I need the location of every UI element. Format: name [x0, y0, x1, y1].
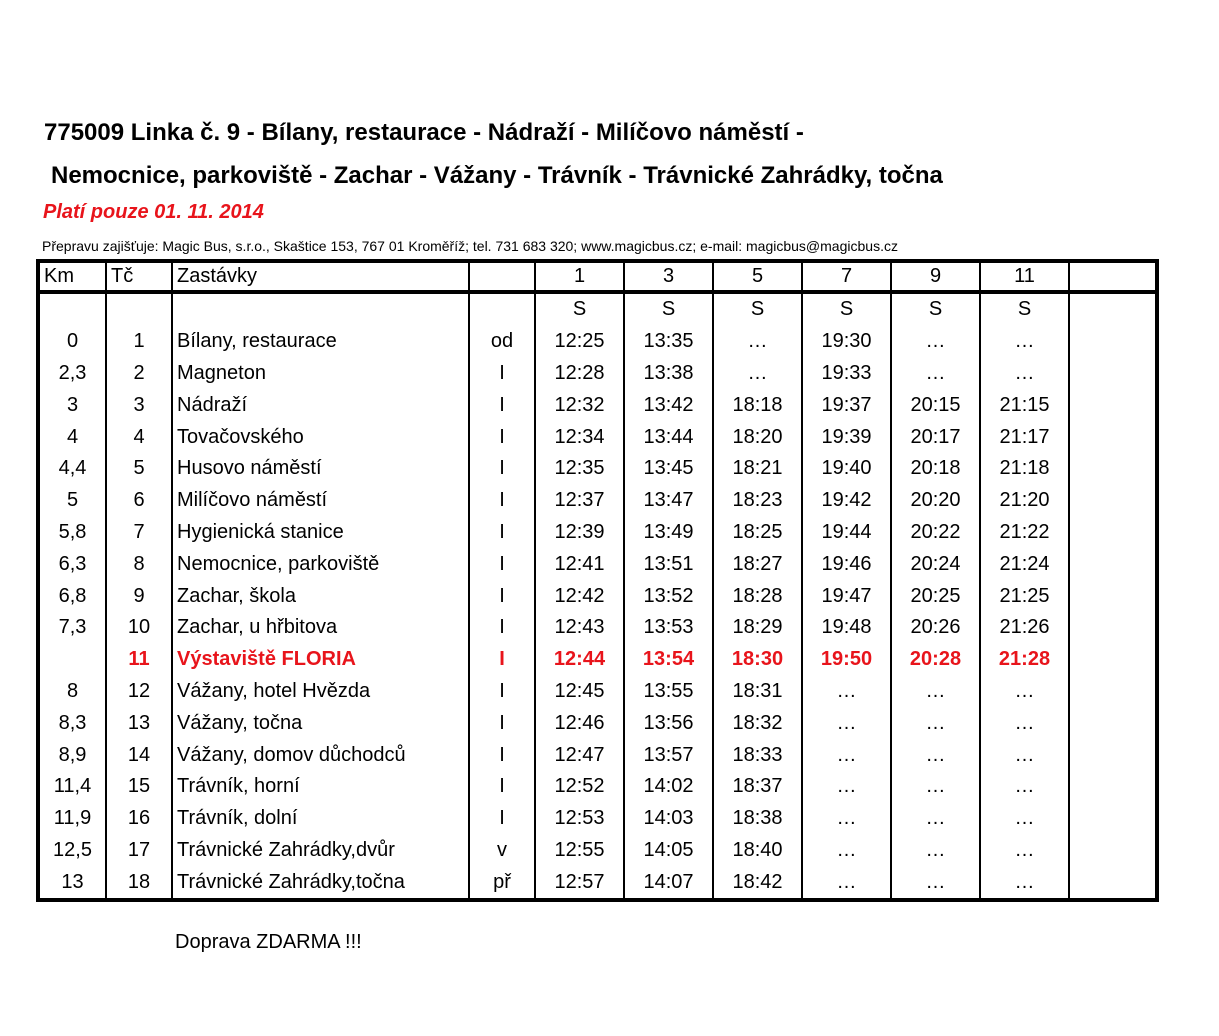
departure-time-cell: 18:25 — [713, 517, 802, 549]
departure-time-cell: 13:54 — [624, 644, 713, 676]
departure-time-cell: … — [980, 676, 1069, 708]
extra-cell — [1069, 421, 1157, 453]
departure-time-cell: 18:27 — [713, 548, 802, 580]
departure-time-cell: 12:47 — [535, 739, 624, 771]
departure-time-cell: 19:39 — [802, 421, 891, 453]
operator-info: Přepravu zajišťuje: Magic Bus, s.r.o., Skaštice 153, 767 01 Kroměříž; tel. 731 683 320; www.magicbus.cz; e-mail: magicbus@magicbus.cz — [42, 238, 898, 254]
departure-time-cell: … — [802, 866, 891, 900]
departure-time-cell: 21:18 — [980, 453, 1069, 485]
table-row — [38, 866, 1157, 900]
stop-flag-cell: I — [469, 517, 535, 549]
table-row — [38, 453, 1157, 485]
departure-time-cell: 13:51 — [624, 548, 713, 580]
stop-flag-cell: I — [469, 644, 535, 676]
stop-number-cell: 8 — [106, 548, 172, 580]
departure-time-cell: 12:42 — [535, 580, 624, 612]
extra-cell — [1069, 803, 1157, 835]
km-cell: 6,8 — [38, 580, 106, 612]
header-flag — [469, 261, 535, 292]
departure-time-cell: 21:20 — [980, 485, 1069, 517]
departure-time-cell: … — [891, 866, 980, 900]
departure-time-cell: 12:39 — [535, 517, 624, 549]
departure-time-cell: … — [891, 326, 980, 358]
km-cell: 13 — [38, 866, 106, 900]
departure-time-cell: 12:53 — [535, 803, 624, 835]
stop-name-cell: Husovo náměstí — [172, 453, 469, 485]
header-trip: 1 — [535, 261, 624, 292]
departure-time-cell: … — [802, 707, 891, 739]
departure-time-cell: 12:45 — [535, 676, 624, 708]
stop-number-cell: 17 — [106, 835, 172, 867]
stop-number-cell: 6 — [106, 485, 172, 517]
km-cell: 12,5 — [38, 835, 106, 867]
departure-time-cell: 13:42 — [624, 389, 713, 421]
km-cell: 6,3 — [38, 548, 106, 580]
departure-time-cell: 13:47 — [624, 485, 713, 517]
departure-time-cell: 21:24 — [980, 548, 1069, 580]
departure-time-cell: 21:15 — [980, 389, 1069, 421]
stop-flag-cell: I — [469, 421, 535, 453]
table-row — [38, 739, 1157, 771]
day-code-spacer — [106, 292, 172, 326]
departure-time-cell: 20:26 — [891, 612, 980, 644]
departure-time-cell: 12:55 — [535, 835, 624, 867]
stop-number-cell: 12 — [106, 676, 172, 708]
day-code-spacer — [1069, 292, 1157, 326]
stop-name-cell: Vážany, točna — [172, 707, 469, 739]
departure-time-cell: 18:32 — [713, 707, 802, 739]
stop-name-cell: Výstaviště FLORIA — [172, 644, 469, 676]
departure-time-cell: 18:21 — [713, 453, 802, 485]
departure-time-cell: 20:20 — [891, 485, 980, 517]
departure-time-cell: 20:22 — [891, 517, 980, 549]
stop-flag-cell: I — [469, 358, 535, 390]
stop-flag-cell: I — [469, 707, 535, 739]
departure-time-cell: … — [980, 803, 1069, 835]
departure-time-cell: 21:22 — [980, 517, 1069, 549]
departure-time-cell: 18:23 — [713, 485, 802, 517]
stop-flag-cell: I — [469, 803, 535, 835]
stop-flag-cell: I — [469, 485, 535, 517]
departure-time-cell: 12:34 — [535, 421, 624, 453]
table-row — [38, 389, 1157, 421]
header-trip: 9 — [891, 261, 980, 292]
departure-time-cell: 19:40 — [802, 453, 891, 485]
km-cell — [38, 644, 106, 676]
departure-time-cell: 21:28 — [980, 644, 1069, 676]
stop-name-cell: Magneton — [172, 358, 469, 390]
header-extra — [1069, 261, 1157, 292]
departure-time-cell: 19:42 — [802, 485, 891, 517]
km-cell: 0 — [38, 326, 106, 358]
table-row — [38, 517, 1157, 549]
departure-time-cell: 21:25 — [980, 580, 1069, 612]
departure-time-cell: 20:24 — [891, 548, 980, 580]
departure-time-cell: 20:15 — [891, 389, 980, 421]
day-code: S — [802, 292, 891, 326]
departure-time-cell: 19:47 — [802, 580, 891, 612]
header-tc: Tč — [106, 261, 172, 292]
km-cell: 5,8 — [38, 517, 106, 549]
departure-time-cell: … — [713, 326, 802, 358]
stop-number-cell: 13 — [106, 707, 172, 739]
extra-cell — [1069, 453, 1157, 485]
header-trip: 7 — [802, 261, 891, 292]
departure-time-cell: 13:52 — [624, 580, 713, 612]
departure-time-cell: 20:25 — [891, 580, 980, 612]
day-code-row — [38, 292, 1157, 326]
departure-time-cell: 18:31 — [713, 676, 802, 708]
stop-name-cell: Trávnické Zahrádky,točna — [172, 866, 469, 900]
extra-cell — [1069, 771, 1157, 803]
stop-name-cell: Nemocnice, parkoviště — [172, 548, 469, 580]
day-code: S — [624, 292, 713, 326]
departure-time-cell: … — [980, 835, 1069, 867]
departure-time-cell: 19:30 — [802, 326, 891, 358]
departure-time-cell: 13:44 — [624, 421, 713, 453]
departure-time-cell: 18:42 — [713, 866, 802, 900]
stop-flag-cell: I — [469, 389, 535, 421]
km-cell: 2,3 — [38, 358, 106, 390]
validity-notice: Platí pouze 01. 11. 2014 — [43, 201, 264, 223]
departure-time-cell: … — [802, 676, 891, 708]
day-code-spacer — [172, 292, 469, 326]
departure-time-cell: … — [802, 739, 891, 771]
departure-time-cell: 13:55 — [624, 676, 713, 708]
departure-time-cell: 12:43 — [535, 612, 624, 644]
stop-number-cell: 15 — [106, 771, 172, 803]
departure-time-cell: 21:26 — [980, 612, 1069, 644]
departure-time-cell: 19:46 — [802, 548, 891, 580]
extra-cell — [1069, 707, 1157, 739]
stop-name-cell: Vážany, domov důchodců — [172, 739, 469, 771]
departure-time-cell: … — [891, 707, 980, 739]
timetable-title-line2: Nemocnice, parkoviště - Zachar - Vážany - Trávník - Trávnické Zahrádky, točna — [51, 162, 943, 189]
departure-time-cell: 13:56 — [624, 707, 713, 739]
stop-flag-cell: I — [469, 771, 535, 803]
stop-flag-cell: I — [469, 612, 535, 644]
stop-name-cell: Hygienická stanice — [172, 517, 469, 549]
stop-flag-cell: I — [469, 453, 535, 485]
departure-time-cell: 13:57 — [624, 739, 713, 771]
header-trip: 11 — [980, 261, 1069, 292]
departure-time-cell: 12:37 — [535, 485, 624, 517]
stop-name-cell: Nádraží — [172, 389, 469, 421]
departure-time-cell: 19:50 — [802, 644, 891, 676]
table-row — [38, 326, 1157, 358]
stop-flag-cell: v — [469, 835, 535, 867]
stop-number-cell: 7 — [106, 517, 172, 549]
km-cell: 11,4 — [38, 771, 106, 803]
departure-time-cell: 19:48 — [802, 612, 891, 644]
departure-time-cell: … — [891, 739, 980, 771]
departure-time-cell: 12:44 — [535, 644, 624, 676]
departure-time-cell: 12:46 — [535, 707, 624, 739]
stop-number-cell: 1 — [106, 326, 172, 358]
departure-time-cell: … — [891, 803, 980, 835]
departure-time-cell: 13:38 — [624, 358, 713, 390]
stop-number-cell: 3 — [106, 389, 172, 421]
table-row — [38, 835, 1157, 867]
departure-time-cell: 19:33 — [802, 358, 891, 390]
extra-cell — [1069, 676, 1157, 708]
table-row — [38, 644, 1157, 676]
extra-cell — [1069, 548, 1157, 580]
departure-time-cell: 14:05 — [624, 835, 713, 867]
departure-time-cell: 13:35 — [624, 326, 713, 358]
day-code: S — [713, 292, 802, 326]
stop-number-cell: 4 — [106, 421, 172, 453]
km-cell: 7,3 — [38, 612, 106, 644]
departure-time-cell: … — [980, 326, 1069, 358]
stop-number-cell: 2 — [106, 358, 172, 390]
table-row — [38, 358, 1157, 390]
departure-time-cell: 18:33 — [713, 739, 802, 771]
stop-flag-cell: I — [469, 739, 535, 771]
departure-time-cell: 12:25 — [535, 326, 624, 358]
km-cell: 4,4 — [38, 453, 106, 485]
header-trip: 3 — [624, 261, 713, 292]
extra-cell — [1069, 389, 1157, 421]
stop-name-cell: Tovačovského — [172, 421, 469, 453]
km-cell: 11,9 — [38, 803, 106, 835]
departure-time-cell: 12:41 — [535, 548, 624, 580]
free-transport-note: Doprava ZDARMA !!! — [175, 931, 362, 953]
extra-cell — [1069, 866, 1157, 900]
km-cell: 8,9 — [38, 739, 106, 771]
departure-time-cell: 20:18 — [891, 453, 980, 485]
departure-time-cell: 12:35 — [535, 453, 624, 485]
departure-time-cell: … — [891, 835, 980, 867]
departure-time-cell: … — [980, 707, 1069, 739]
departure-time-cell: … — [802, 771, 891, 803]
extra-cell — [1069, 580, 1157, 612]
departure-time-cell: 13:45 — [624, 453, 713, 485]
departure-time-cell: 14:07 — [624, 866, 713, 900]
departure-time-cell: 18:28 — [713, 580, 802, 612]
departure-time-cell: … — [713, 358, 802, 390]
km-cell: 4 — [38, 421, 106, 453]
departure-time-cell: 18:18 — [713, 389, 802, 421]
departure-time-cell: 18:40 — [713, 835, 802, 867]
stop-number-cell: 18 — [106, 866, 172, 900]
stop-number-cell: 16 — [106, 803, 172, 835]
extra-cell — [1069, 326, 1157, 358]
extra-cell — [1069, 517, 1157, 549]
departure-time-cell: 13:53 — [624, 612, 713, 644]
departure-time-cell: … — [802, 803, 891, 835]
stop-name-cell: Trávník, horní — [172, 771, 469, 803]
table-row — [38, 612, 1157, 644]
stop-name-cell: Milíčovo náměstí — [172, 485, 469, 517]
table-row — [38, 580, 1157, 612]
departure-time-cell: 18:29 — [713, 612, 802, 644]
km-cell: 5 — [38, 485, 106, 517]
departure-time-cell: 20:17 — [891, 421, 980, 453]
departure-time-cell: 18:30 — [713, 644, 802, 676]
day-code: S — [980, 292, 1069, 326]
stop-name-cell: Vážany, hotel Hvězda — [172, 676, 469, 708]
stop-flag-cell: I — [469, 580, 535, 612]
departure-time-cell: 21:17 — [980, 421, 1069, 453]
header-trip: 5 — [713, 261, 802, 292]
departure-time-cell: 12:32 — [535, 389, 624, 421]
departure-time-cell: … — [980, 771, 1069, 803]
stop-name-cell: Bílany, restaurace — [172, 326, 469, 358]
stop-flag-cell: I — [469, 676, 535, 708]
day-code: S — [891, 292, 980, 326]
stop-name-cell: Zachar, škola — [172, 580, 469, 612]
departure-time-cell: 14:02 — [624, 771, 713, 803]
extra-cell — [1069, 835, 1157, 867]
extra-cell — [1069, 612, 1157, 644]
departure-time-cell: 19:44 — [802, 517, 891, 549]
header-stops: Zastávky — [172, 261, 469, 292]
km-cell: 8 — [38, 676, 106, 708]
departure-time-cell: 12:57 — [535, 866, 624, 900]
stop-name-cell: Trávnické Zahrádky,dvůr — [172, 835, 469, 867]
table-row — [38, 771, 1157, 803]
departure-time-cell: … — [980, 866, 1069, 900]
km-cell: 8,3 — [38, 707, 106, 739]
header-km: Km — [38, 261, 106, 292]
departure-time-cell: … — [891, 676, 980, 708]
departure-time-cell: 18:37 — [713, 771, 802, 803]
day-code-spacer — [469, 292, 535, 326]
extra-cell — [1069, 644, 1157, 676]
table-row — [38, 803, 1157, 835]
departure-time-cell: … — [891, 771, 980, 803]
timetable-title-line1: 775009 Linka č. 9 - Bílany, restaurace - Nádraží - Milíčovo náměstí - — [44, 119, 804, 146]
stop-number-cell: 14 — [106, 739, 172, 771]
departure-time-cell: 18:38 — [713, 803, 802, 835]
table-row — [38, 548, 1157, 580]
km-cell: 3 — [38, 389, 106, 421]
day-code: S — [535, 292, 624, 326]
table-row — [38, 421, 1157, 453]
departure-time-cell: 20:28 — [891, 644, 980, 676]
departure-time-cell: … — [802, 835, 891, 867]
stop-number-cell: 9 — [106, 580, 172, 612]
day-code-spacer — [38, 292, 106, 326]
stop-number-cell: 11 — [106, 644, 172, 676]
departure-time-cell: 12:52 — [535, 771, 624, 803]
stop-name-cell: Zachar, u hřbitova — [172, 612, 469, 644]
table-row — [38, 485, 1157, 517]
table-header-row — [38, 261, 1157, 292]
departure-time-cell: 13:49 — [624, 517, 713, 549]
extra-cell — [1069, 358, 1157, 390]
extra-cell — [1069, 485, 1157, 517]
departure-time-cell: … — [980, 358, 1069, 390]
departure-time-cell: … — [891, 358, 980, 390]
departure-time-cell: 18:20 — [713, 421, 802, 453]
stop-number-cell: 10 — [106, 612, 172, 644]
departure-time-cell: 19:37 — [802, 389, 891, 421]
stop-flag-cell: př — [469, 866, 535, 900]
departure-time-cell: 14:03 — [624, 803, 713, 835]
timetable — [36, 259, 1159, 902]
stop-flag-cell: od — [469, 326, 535, 358]
extra-cell — [1069, 739, 1157, 771]
table-row — [38, 707, 1157, 739]
stop-flag-cell: I — [469, 548, 535, 580]
stop-number-cell: 5 — [106, 453, 172, 485]
departure-time-cell: … — [980, 739, 1069, 771]
table-row — [38, 676, 1157, 708]
departure-time-cell: 12:28 — [535, 358, 624, 390]
stop-name-cell: Trávník, dolní — [172, 803, 469, 835]
